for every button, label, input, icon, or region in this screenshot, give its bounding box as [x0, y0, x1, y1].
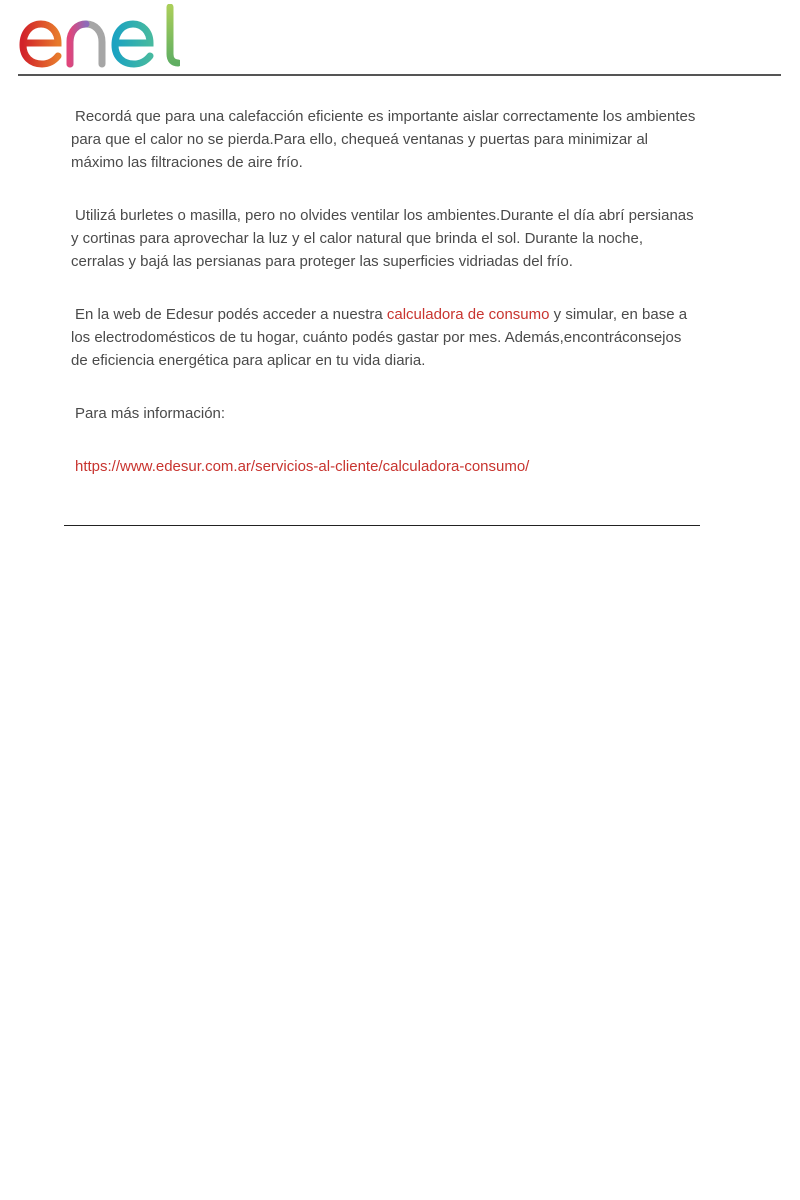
footer-divider — [64, 525, 700, 526]
calculator-paragraph-before: En la web de Edesur podés acceder a nuestra — [75, 306, 387, 323]
email-header — [18, 0, 781, 76]
enel-logo-icon — [18, 4, 180, 68]
more-info-label: Para más información: — [75, 405, 226, 422]
url-line — [71, 455, 696, 478]
ventilation-paragraph: Utilizá burletes o masilla, pero no olvides ventilar los ambientes.Durante el día abrí persianas y cortinas para aprovechar la luz y el calor natural que brinda el sol. Durante la noche, cerralas y bajá las persianas para proteger las superficies vidriadas del frío. — [71, 207, 694, 270]
heating-insulation-paragraph: Recordá que para una calefacción eficiente es importante aislar correctamente los ambientes para que el calor no se pierda.Para ello, chequeá ventanas y puertas para minimizar al máximo las filtraciones de aire frío. — [71, 108, 696, 171]
calculadora-url-link[interactable]: https://www.edesur.com.ar/servicios-al-cliente/calculadora-consumo/ — [75, 458, 530, 475]
calculator-paragraph — [71, 303, 696, 372]
calculator-paragraph-after: y simular, en base a los electrodomésticos de tu hogar, cuánto podés gastar por mes. Además,encontráconsejos de eficiencia energética para aplicar en tu vida diaria. — [71, 306, 688, 369]
calculadora-consumo-link[interactable]: calculadora de consumo — [386, 306, 550, 323]
email-body — [71, 105, 696, 478]
